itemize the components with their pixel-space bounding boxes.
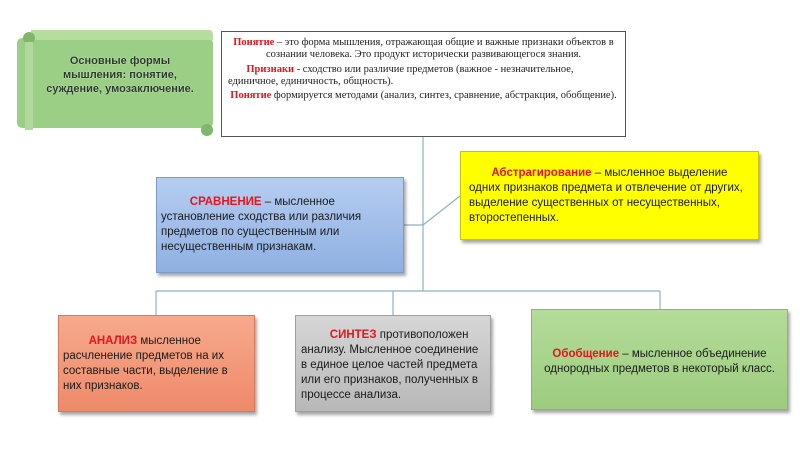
analysis-term: АНАЛИЗ xyxy=(88,335,138,347)
concept-definition-box xyxy=(221,31,626,137)
features-text: - сходство или различие предметов (важное - незначительное, единичное, единичность, общность). xyxy=(228,64,574,87)
methods-paragraph xyxy=(228,90,619,102)
generalization-term: Обобщение xyxy=(552,348,620,360)
methods-term: Понятие xyxy=(230,90,272,101)
synthesis-box xyxy=(295,315,491,412)
abstraction-text: – мысленное выделение одних признаков предмета и отвлечение от других, выделение существенных от несущественных, второстепенных. xyxy=(469,167,743,224)
synthesis-term: СИНТЕЗ xyxy=(329,329,377,341)
abstraction-connector xyxy=(423,196,460,225)
generalization-box xyxy=(531,309,788,410)
concept-term: Понятие xyxy=(233,37,275,48)
analysis-box xyxy=(58,315,255,412)
features-term: Признаки xyxy=(246,64,295,75)
synthesis-text: противоположен анализу. Мысленное соединение в единое целое частей предмета или его признаков, полученных в процессе анализа. xyxy=(301,329,479,401)
concept-text: – это форма мышления, отражающая общие и важные признаки объектов в сознании человека. Это продукт исторически развивающегося знания. xyxy=(265,37,614,60)
methods-text: формируется методами (анализ, синтез, сравнение, абстракция, обобщение). xyxy=(271,90,617,101)
concept-paragraph xyxy=(228,37,619,61)
abstraction-box xyxy=(460,151,759,240)
comparison-term: СРАВНЕНИЕ xyxy=(189,196,262,208)
comparison-box xyxy=(156,177,404,273)
generalization-text: – мысленное объединение однородных предметов в некоторый класс. xyxy=(544,348,775,375)
comparison-text: – мысленное установление сходства или различия предметов по существенным или несущественным признакам. xyxy=(161,196,362,253)
analysis-text: мысленное расчленение предметов на их составные части, выделение в них признаков. xyxy=(63,335,228,392)
features-paragraph xyxy=(228,64,619,88)
abstraction-term: Абстрагирование xyxy=(491,167,592,179)
scroll-banner-text: Основные формы мышления: понятие, суждение, умозаключение. xyxy=(46,55,194,95)
